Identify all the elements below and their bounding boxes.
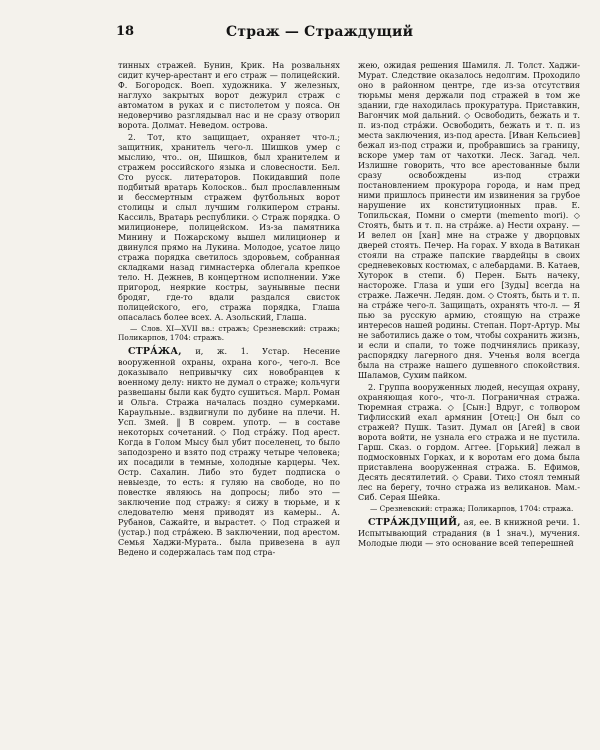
entry-paragraph: жею, ожидая решения Шамиля. Л. Толст. Хаджи-Мурат. Следствие оказалось недолгим. Проходило оно в районном центре, где из-за отсутствия тюрьмы меня держали под стражей в том же здании, где находилась прокуратура. Приставкин, Вагончик мой дальний. ◇ Освободить, бежать и т. п. из-под стра́жи. Освободить, бежать и т. п. из места заключения, из-под ареста. [Иван Кельсиев] бежал из-под стражи и, пробравшись за границу, вскоре умер там от чахотки. Леск. Загад. чел. Излишне говорить, что все арестованные были сразу освобождены из-под стражи постановлением прокурора города, и нам пред ними пришлось принести им извинения за грубое нарушение их конституционных прав. Е. Топильская, Помни о смерти (memento mori). ◇ Стоять, быть и т. п. на стра́же. а) Нести охрану. — И велел он [хан] мне на страже у дворцовых дверей стоять. Печер. На горах. У входа в Ватикан стояли на страже папские гвардейцы в своих средневековых костюмах, с алебардами. В. Катаев, Хуторок в степи. б) Перен. Быть начеку, настороже. Глаза и уши его [Зуды] всегда на страже. Лажечн. Ледян. дом. ◇ Стоять, быть и т. п. на стра́же чего-л. Защищать, охранять что-л. — Я пью за русскую армию, стоящую на страже интересов нашей родины. Степан. Порт-Артур. Мы не заботились даже о том, чтобы сохранить жизнь, и если и спали, то тоже подчинялись приказу, распорядку лагерного дня. Ученья воля всегда была на страже нашего душевного спокойствия. Шаламов, Сухим пайком. (358, 60, 580, 380)
left-column (118, 60, 340, 740)
dictionary-entry (118, 346, 340, 557)
entry-definition: и, ж. 1. Устар. Несение вооруженной охраны, охрана кого-, чего-л. Все доказывало непривычку сих новобранцев к военному делу: никто не думал о страже; кольчуги развешаны были как будто сушиться. Марл. Роман и Ольга. Стража началась поздно сумерками. Караульные.. вздвигнули по дубине на плечи. Н. Усп. Змей. ‖ В соврем. употр. — в составе некоторых сочетаний. ◇ Под стра́жу. Под арест. Когда в Голом Мысу был убит поселенец, то было заподозрено и взято под стражу четыре человека; их посадили в темные, холодные карцеры. Чех. Остр. Сахалин. Либо это будет подписка о невыезде, то есть: я гуляю на свободе, но по повестке являюсь на допросы; либо это — заключение под стражу: я сижу в тюрьме, и к следователю меня приводят из камеры.. А. Рубанов, Сажайте, и вырастет. ◇ Под стражей и (устар.) под стра́жею. В заключении, под арестом. Семья Хаджи-Мурата.. была привезена в аул Ведено и содержалась там под стра- (118, 346, 340, 558)
page-number: 18 (116, 24, 135, 39)
page-header (0, 24, 600, 48)
entry-sources: — Срезневский: стража; Поликарпов, 1704: стража. (370, 504, 574, 513)
entry-paragraph: 2. Группа вооруженных людей, несущая охрану, охраняющая кого-, что-л. Пограничная стража. Тюремная стража. ◇ [Сын:] Вдруг, с толвором Тифлисский ехал армянин [Отец:] Он был со стражей? Пушк. Тазит. Думал он [Агей] в свои ворота войти, не узнала его стража и не пустила. Гарш. Сказ. о гордом. Аггее. [Горький] лежал в подмосковных Горках, и к воротам его дома была приставлена вооруженная стража. Б. Ефимов, Десять десятилетий. ◇ Срави. Тихо стоял темный лес на берегу, точно стража из великанов. Мам.-Сиб. Серая Шейка. (358, 382, 580, 502)
entry-headword: СТРА́ЖДУЩИЙ, (368, 517, 461, 529)
entry-paragraph: 2. Тот, кто защищает, охраняет что-л.; защитник, хранитель чего-л. Шишков умер с мыслию, что.. он, Шишков, был хранителем и стражем российского языка и словесности. Бел. Сто русск. литераторов. Покидавший поле подбитый вратарь Колосков.. был прославленным и бессмертным стражем футбольных ворот столицы и слыл лучшим голкипером страны. Кассиль, Вратарь республики. ◇ Страж порядка. О милиционере, полицейском. Из-за памятника Минину и Пожарскому вышел милиционер и двинулся прямо на Лукина. Молодое, усатое лицо стража порядка светилось здоровьем, собранная складками назад гимнастерка облегала крепкое тело. Н. Дежнев, В концертном исполнении. Уже пригород, неяркие костры, заунывные песни бродяг, где-то вдали раздался свисток полицейского, его, стража порядка, Глаша опасалась более всех. А. Азольский, Глаша. (118, 132, 340, 322)
entry-definition: ая, ее. В книжной речи. 1. Испытывающий страдания (в 1 знач.), мучения. Молодые люди — это основание всей теперешней (358, 517, 580, 549)
page-running-title: Страж — Страждущий (226, 24, 414, 40)
entry-headword: СТРА́ЖА, (128, 346, 182, 358)
dictionary-entry (358, 517, 580, 548)
right-column (358, 60, 580, 740)
entry-sources: — Слов. XI—XVII вв.: стражъ; Срезневский: стражь; Поликарпов, 1704: стражъ. (118, 324, 340, 343)
entry-paragraph: тинных стражей. Бунин, Крик. На розвальнях сидит кучер-арестант и его страж — полицейский. Ф. Богородск. Воеп. художника. У железных, наглухо закрытых ворот дежурил страж с автоматом в руках и с пистолетом у пояса. Он недоверчиво разглядывал нас и не сразу отворил ворота. Долмат. Неведом. острова. (118, 60, 340, 130)
